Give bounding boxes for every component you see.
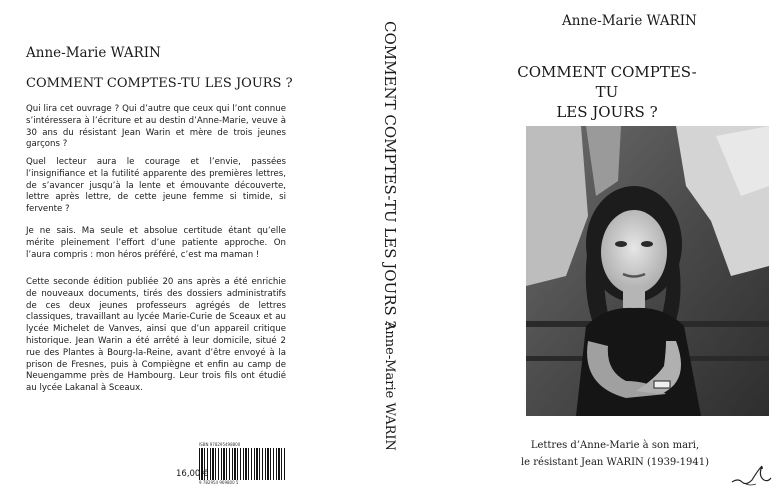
barcode-bars bbox=[199, 448, 287, 480]
back-author: Anne-Marie WARIN bbox=[26, 45, 161, 61]
isbn-label: ISBN 978295498800 bbox=[199, 442, 241, 447]
publisher-logo bbox=[728, 462, 773, 488]
spine-author: Anne-Marie WARIN bbox=[382, 321, 397, 451]
barcode-number: 9 782954 969800 5 bbox=[199, 480, 239, 485]
cover-photo bbox=[526, 126, 769, 416]
front-title-line-1: COMMENT COMPTES-TU bbox=[517, 63, 697, 101]
back-title: COMMENT COMPTES-TU LES JOURS ? bbox=[26, 76, 293, 91]
publisher-signature-icon bbox=[728, 462, 773, 488]
front-subtitle-line-1: Lettres d’Anne-Marie à son mari, bbox=[530, 440, 700, 451]
back-paragraph-3: Je ne sais. Ma seule et absolue certitude étant qu’elle mérite pleinement l’effort d’une patiente approche. On l’aura compris : mon héros préféré, c’est ma maman ! bbox=[26, 226, 286, 260]
spine-title: COMMENT COMPTES-TU LES JOURS ? bbox=[381, 21, 399, 329]
front-subtitle-line-2: le résistant Jean WARIN (1939-1941) bbox=[520, 457, 710, 468]
back-paragraph-4: Cette seconde édition publiée 20 ans après a été enrichie de nouveaux documents, tirés des dossiers administratifs de ces deux jeunes professeurs agrégés de lettres classiques, travaillant au lycée Marie-Curie de Sceaux et au lycée Michelet de Vanves, ainsi que d’un appareil critique historique. Jean Warin a été arrêté à leur domicile, situé 2 rue des Plantes à Bourg-la-Reine, avant d’être envoyé à la prison de Fresnes, puis à Compiègne et enfin au camp de Neuengamme près de Hambourg. Leur trois fils ont étudié au lycée Lakanal à Sceaux. bbox=[26, 277, 286, 394]
front-title bbox=[512, 62, 702, 122]
price: 16,00 € bbox=[176, 469, 209, 479]
back-paragraph-2: Quel lecteur aura le courage et l’envie, passées l’insignifiance et la futilité apparente des premières lettres, de s’avancer jusqu’à la lente et émouvante découverte, lettre après lettre, de cette jeune femme si timide, si fervente ? bbox=[26, 157, 286, 215]
isbn-barcode bbox=[199, 442, 287, 486]
front-subtitle bbox=[512, 437, 718, 471]
back-paragraph-1: Qui lira cet ouvrage ? Qui d’autre que ceux qui l’ont connue s’intéressera à l’écriture et au destin d’Anne-Marie, veuve à 30 ans du résistant Jean Warin et mère de trois jeunes garçons ? bbox=[26, 104, 286, 150]
front-author: Anne-Marie WARIN bbox=[562, 13, 697, 29]
front-title-line-2: LES JOURS ? bbox=[556, 103, 658, 121]
